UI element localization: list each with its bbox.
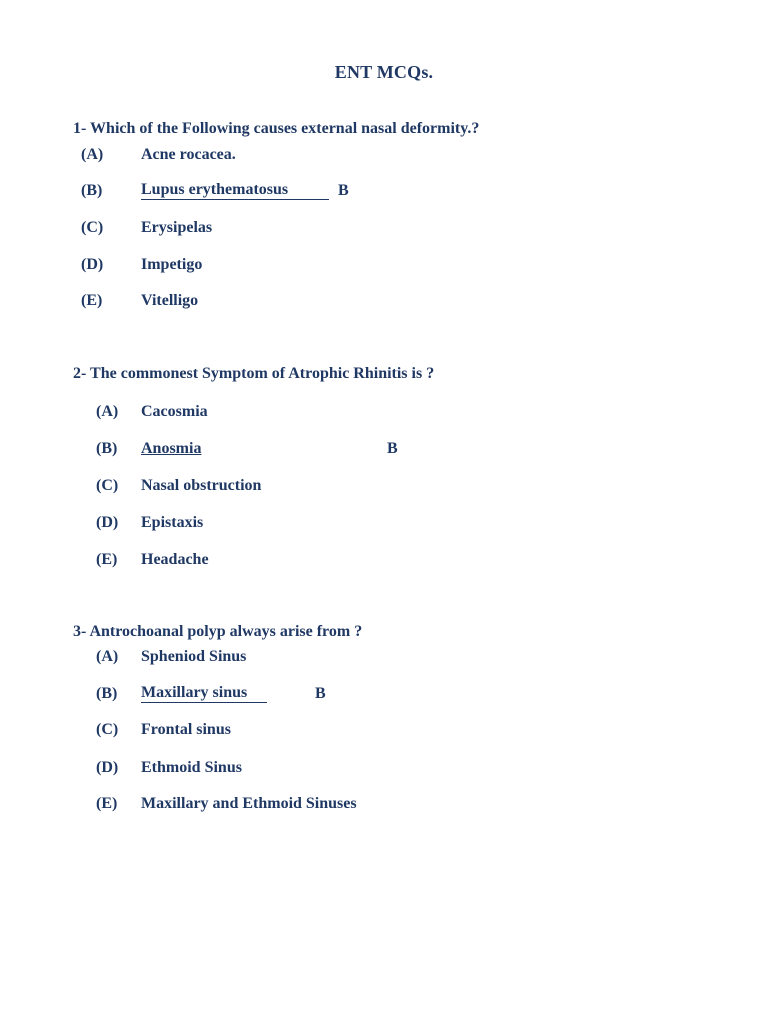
option-label: (E) bbox=[81, 292, 103, 309]
option-text: Spheniod Sinus bbox=[141, 648, 247, 665]
option-text: Acne rocacea. bbox=[141, 146, 236, 163]
option-label: (A) bbox=[96, 403, 119, 420]
question-3-option-c bbox=[0, 720, 768, 740]
question-3-option-e bbox=[0, 794, 768, 814]
question-1-option-c bbox=[0, 218, 768, 238]
option-text: Erysipelas bbox=[141, 219, 213, 236]
option-label: (B) bbox=[96, 440, 118, 457]
option-text: Anosmia bbox=[141, 440, 202, 457]
option-label: (A) bbox=[96, 648, 119, 665]
option-text: Nasal obstruction bbox=[141, 477, 262, 494]
option-label: (D) bbox=[96, 759, 119, 776]
option-text: Vitelligo bbox=[141, 292, 199, 309]
question-1-text: 1- Which of the Following causes external nasal deformity.? bbox=[73, 120, 480, 137]
option-label: (A) bbox=[81, 146, 104, 163]
option-text: Maxillary sinus bbox=[141, 684, 267, 703]
option-label: (D) bbox=[96, 514, 119, 531]
option-label: (C) bbox=[96, 477, 119, 494]
option-label: (C) bbox=[81, 219, 104, 236]
question-1-option-b bbox=[0, 181, 768, 201]
option-text: Epistaxis bbox=[141, 514, 204, 531]
question-3-option-d bbox=[0, 758, 768, 778]
question-2-option-e bbox=[0, 550, 768, 570]
question-3-text: 3- Antrochoanal polyp always arise from ? bbox=[73, 623, 363, 640]
question-2-option-a bbox=[0, 402, 768, 422]
question-3-option-b bbox=[0, 684, 768, 704]
option-text: Frontal sinus bbox=[141, 721, 231, 738]
answer-marker: B bbox=[315, 685, 326, 702]
option-text: Ethmoid Sinus bbox=[141, 759, 242, 776]
option-label: (C) bbox=[96, 721, 119, 738]
option-label: (E) bbox=[96, 795, 118, 812]
option-label: (B) bbox=[81, 182, 103, 199]
option-label: (E) bbox=[96, 551, 118, 568]
option-label: (B) bbox=[96, 685, 118, 702]
question-2-text: 2- The commonest Symptom of Atrophic Rhinitis is ? bbox=[73, 365, 435, 382]
question-1-option-a bbox=[0, 145, 768, 165]
question-1-option-d bbox=[0, 255, 768, 275]
answer-marker: B bbox=[387, 440, 398, 457]
option-text: Impetigo bbox=[141, 256, 203, 273]
question-2-option-d bbox=[0, 513, 768, 533]
question-1-option-e bbox=[0, 291, 768, 311]
question-2-option-c bbox=[0, 476, 768, 496]
question-3-option-a bbox=[0, 647, 768, 667]
page-title: ENT MCQs. bbox=[334, 62, 434, 82]
option-text: Lupus erythematosus bbox=[141, 181, 329, 200]
option-label: (D) bbox=[81, 256, 104, 273]
option-text: Maxillary and Ethmoid Sinuses bbox=[141, 795, 357, 812]
option-text: Headache bbox=[141, 551, 209, 568]
answer-marker: B bbox=[338, 182, 349, 199]
option-text: Cacosmia bbox=[141, 403, 208, 420]
question-2-option-b bbox=[0, 439, 768, 459]
